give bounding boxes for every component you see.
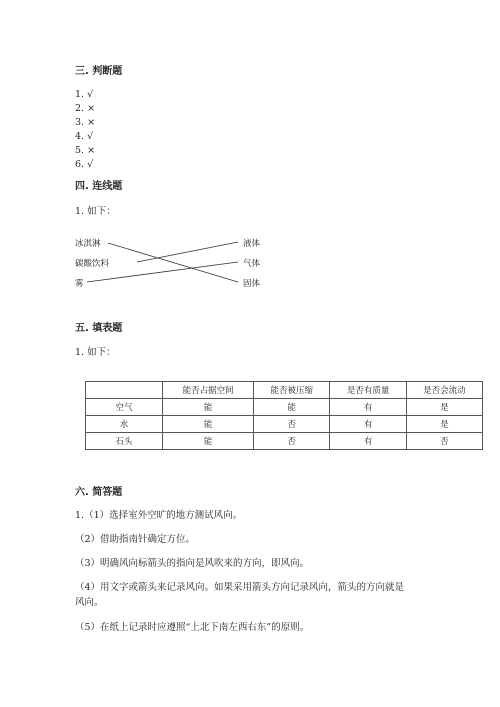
- table-header-cell: 是否有质量: [330, 382, 406, 399]
- table-cell: 石头: [86, 433, 163, 450]
- match-line-3: [87, 262, 238, 282]
- short-answer-line: （4）用文字或箭头来记录风向。如果采用箭头方向记录风向，箭头的方向就是: [75, 582, 405, 593]
- section-5-intro: 1. 如下：: [75, 347, 116, 358]
- answer-line: 6. √: [75, 159, 94, 170]
- match-right-item: 液体: [243, 239, 261, 249]
- section-4-title: 四. 连线题: [75, 181, 123, 192]
- table-cell: 能: [163, 433, 254, 450]
- table-header-cell: 能否被压缩: [254, 382, 330, 399]
- section-3-title: 三. 判断题: [75, 66, 123, 77]
- table-header-row: [86, 382, 483, 399]
- short-answer-line: （5）在纸上记录时应遵照“上北下南左西右东”的原则。: [75, 622, 310, 633]
- table-cell: 有: [330, 433, 406, 450]
- answer-line: 4. √: [75, 131, 94, 142]
- table-cell: 是: [406, 399, 482, 416]
- match-left-item: 冰淇淋: [75, 239, 101, 249]
- answer-line: 5. ×: [75, 145, 96, 156]
- match-line-2: [137, 242, 238, 262]
- short-answer-line: 1.（1）选择室外空旷的地方测试风向。: [75, 510, 243, 521]
- table-row: [86, 416, 483, 433]
- match-left-item: 雾: [75, 279, 84, 289]
- match-line-1: [108, 243, 238, 282]
- table-cell: 否: [254, 433, 330, 450]
- short-answer-line: （3）明确风向标箭头的指向是风吹来的方向，即风向。: [75, 558, 310, 569]
- table-cell: 能: [163, 416, 254, 433]
- table-header-cell: 能否占据空间: [163, 382, 254, 399]
- short-answer-line: （2）借助指南针确定方位。: [75, 534, 196, 545]
- match-right-item: 气体: [243, 259, 261, 269]
- answer-line: 1. √: [75, 89, 94, 100]
- table-cell: 是: [406, 416, 482, 433]
- table-cell: 有: [330, 416, 406, 433]
- table-cell: 否: [254, 416, 330, 433]
- table-row: [86, 433, 483, 450]
- answer-line: 2. ×: [75, 103, 96, 114]
- table-cell: 有: [330, 399, 406, 416]
- answer-line: 3. ×: [75, 117, 96, 128]
- fill-table: [85, 381, 483, 450]
- table-cell: 空气: [86, 399, 163, 416]
- table-cell: 水: [86, 416, 163, 433]
- short-answer-line: 风向。: [75, 597, 104, 608]
- table-header-cell: [86, 382, 163, 399]
- table-cell: 能: [163, 399, 254, 416]
- section-6-title: 六. 简答题: [75, 487, 123, 498]
- section-4-intro: 1. 如下：: [75, 206, 116, 217]
- table-header-cell: 是否会流动: [406, 382, 482, 399]
- table-cell: 否: [406, 433, 482, 450]
- match-right-item: 固体: [243, 279, 261, 289]
- table-cell: 能: [254, 399, 330, 416]
- section-5-title: 五. 填表题: [75, 323, 123, 334]
- table-row: [86, 399, 483, 416]
- match-left-item: 碳酸饮料: [75, 259, 110, 269]
